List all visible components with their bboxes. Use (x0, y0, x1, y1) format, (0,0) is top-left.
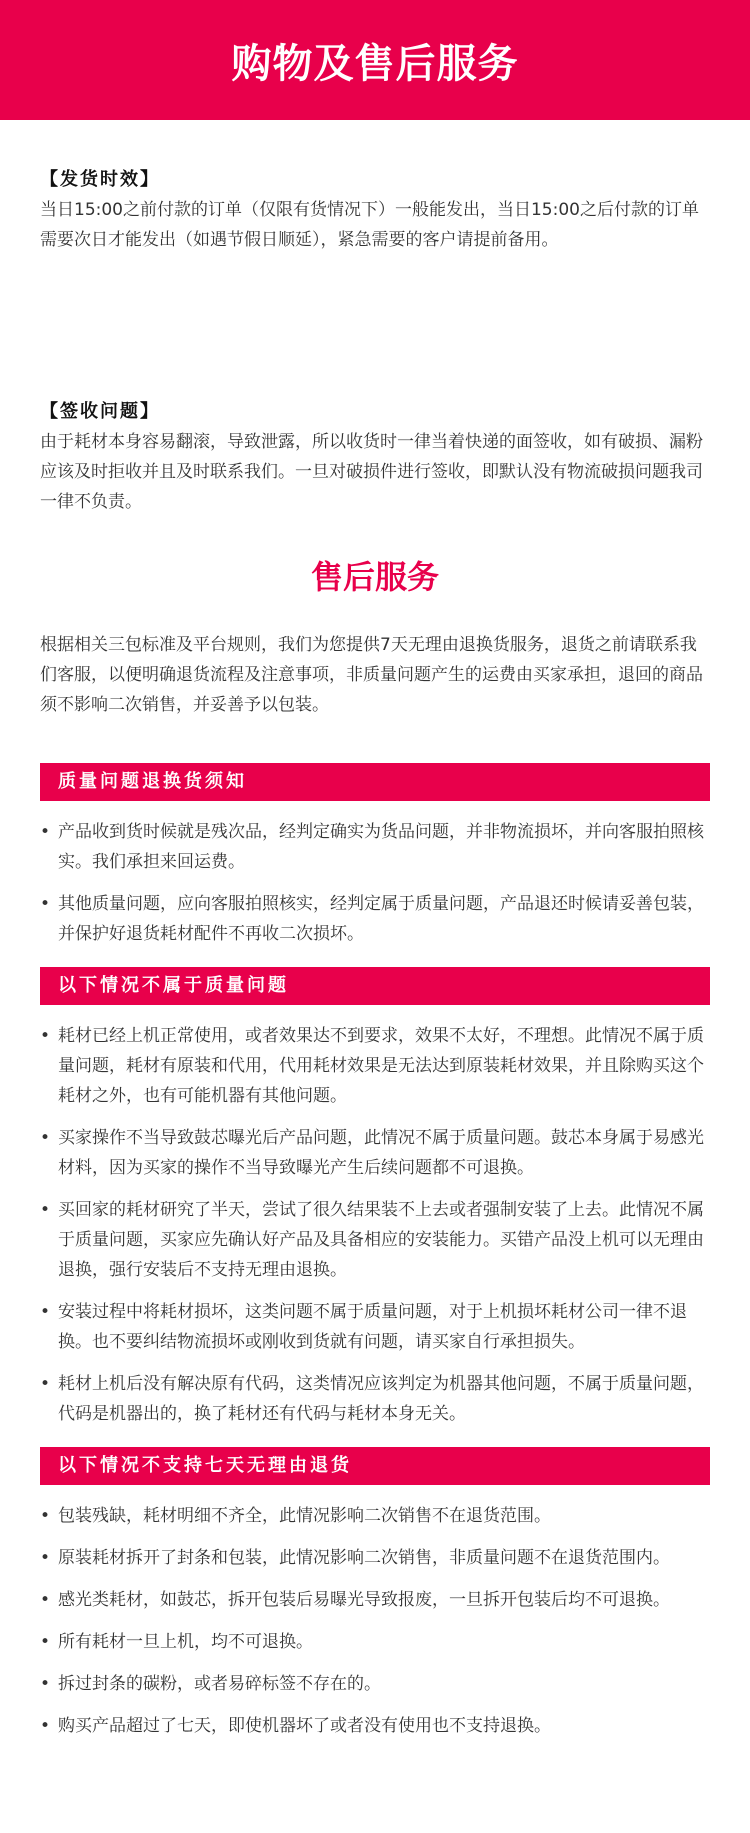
page-title: 购物及售后服务 (231, 40, 519, 87)
not-quality-list (40, 1021, 710, 1441)
list-item-text: 拆过封条的碳粉，或者易碎标签不存在的。 (58, 1674, 381, 1694)
list-item-text: 其他质量问题，应向客服拍照核实，经判定属于质量问题，产品退还时候请妥善包装，并保护好退货耗材配件不再收二次损坏。 (58, 894, 704, 944)
list-item (40, 1711, 710, 1741)
list-item-text: 耗材已经上机正常使用，或者效果达不到要求，效果不太好，不理想。此情况不属于质量问题，耗材有原装和代用，代用耗材效果是无法达到原装耗材效果，并且除购买这个耗材之外，也有可能机器有其他问题。 (58, 1026, 704, 1106)
bullet-icon: • (40, 1302, 51, 1322)
shipping-text: 当日15:00之前付款的订单（仅限有货情况下）一般能发出，当日15:00之后付款的订单需要次日才能发出（如遇节假日顺延），紧急需要的客户请提前备用。 (40, 200, 699, 250)
list-item-text: 购买产品超过了七天，即使机器坏了或者没有使用也不支持退换。 (58, 1716, 551, 1736)
bullet-icon: • (40, 1200, 51, 1220)
list-item (40, 1297, 710, 1357)
bullet-icon: • (40, 1128, 51, 1148)
signing-title: 【签收问题】 (40, 401, 160, 422)
list-item (40, 1627, 710, 1657)
quality-list (40, 817, 710, 961)
list-item-text: 原装耗材拆开了封条和包装，此情况影响二次销售，非质量问题不在退货范围内。 (58, 1548, 670, 1568)
list-item (40, 1123, 710, 1183)
list-item-text: 所有耗材一旦上机，均不可退换。 (58, 1632, 313, 1652)
not-quality-section-header: 以下情况不属于质量问题 (40, 967, 710, 1005)
list-item-text: 买家操作不当导致鼓芯曝光后产品问题，此情况不属于质量问题。鼓芯本身属于易感光材料，因为买家的操作不当导致曝光产生后续问题都不可退换。 (58, 1128, 704, 1178)
list-item-text: 耗材上机后没有解决原有代码，这类情况应该判定为机器其他问题，不属于质量问题，代码是机器出的，换了耗材还有代码与耗材本身无关。 (58, 1374, 704, 1424)
after-sales-title: 售后服务 (310, 558, 439, 596)
bullet-icon: • (40, 1374, 51, 1394)
bullet-icon: • (40, 1674, 51, 1694)
list-item-text: 安装过程中将耗材损坏，这类问题不属于质量问题，对于上机损坏耗材公司一律不退换。也不要纠结物流损坏或刚收到货就有问题，请买家自行承担损失。 (58, 1302, 687, 1352)
no-return-section-header: 以下情况不支持七天无理由退货 (40, 1447, 710, 1485)
shipping-block (40, 165, 710, 255)
quality-section-header: 质量问题退换货须知 (40, 763, 710, 801)
bullet-icon: • (40, 1548, 51, 1568)
after-sales-intro-block (40, 630, 710, 720)
list-item-text: 感光类耗材，如鼓芯，拆开包装后易曝光导致报废，一旦拆开包装后均不可退换。 (58, 1590, 670, 1610)
list-item-text: 产品收到货时候就是残次品，经判定确实为货品问题，并非物流损坏，并向客服拍照核实。我们承担来回运费。 (58, 822, 704, 872)
list-item (40, 1585, 710, 1615)
bullet-icon: • (40, 1590, 51, 1610)
signing-text: 由于耗材本身容易翻滚，导致泄露，所以收货时一律当着快递的面签收，如有破损、漏粉应该及时拒收并且及时联系我们。一旦对破损件进行签收，即默认没有物流破损问题我司一律不负责。 (40, 432, 703, 512)
list-item (40, 1669, 710, 1699)
list-item (40, 889, 710, 949)
signing-block (40, 397, 710, 517)
list-item (40, 1021, 710, 1111)
list-item-text: 买回家的耗材研究了半天，尝试了很久结果装不上去或者强制安装了上去。此情况不属于质量问题，买家应先确认好产品及具备相应的安装能力。买错产品没上机可以无理由退换，强行安装后不支持无理由退换。 (58, 1200, 704, 1280)
list-item (40, 817, 710, 877)
list-item-text: 包装残缺，耗材明细不齐全，此情况影响二次销售不在退货范围。 (58, 1506, 551, 1526)
list-item (40, 1195, 710, 1285)
bullet-icon: • (40, 1716, 51, 1736)
bullet-icon: • (40, 1506, 51, 1526)
bullet-icon: • (40, 894, 51, 914)
bullet-icon: • (40, 1026, 51, 1046)
list-item (40, 1501, 710, 1531)
list-item (40, 1543, 710, 1573)
list-item (40, 1369, 710, 1429)
page-header (0, 0, 750, 120)
shipping-title: 【发货时效】 (40, 169, 160, 190)
after-sales-intro: 根据相关三包标准及平台规则，我们为您提供7天无理由退换货服务，退货之前请联系我们客服，以便明确退货流程及注意事项，非质量问题产生的运费由买家承担，退回的商品须不影响二次销售，并妥善予以包装。 (40, 635, 703, 715)
bullet-icon: • (40, 822, 51, 842)
bullet-icon: • (40, 1632, 51, 1652)
no-return-list (40, 1501, 710, 1753)
